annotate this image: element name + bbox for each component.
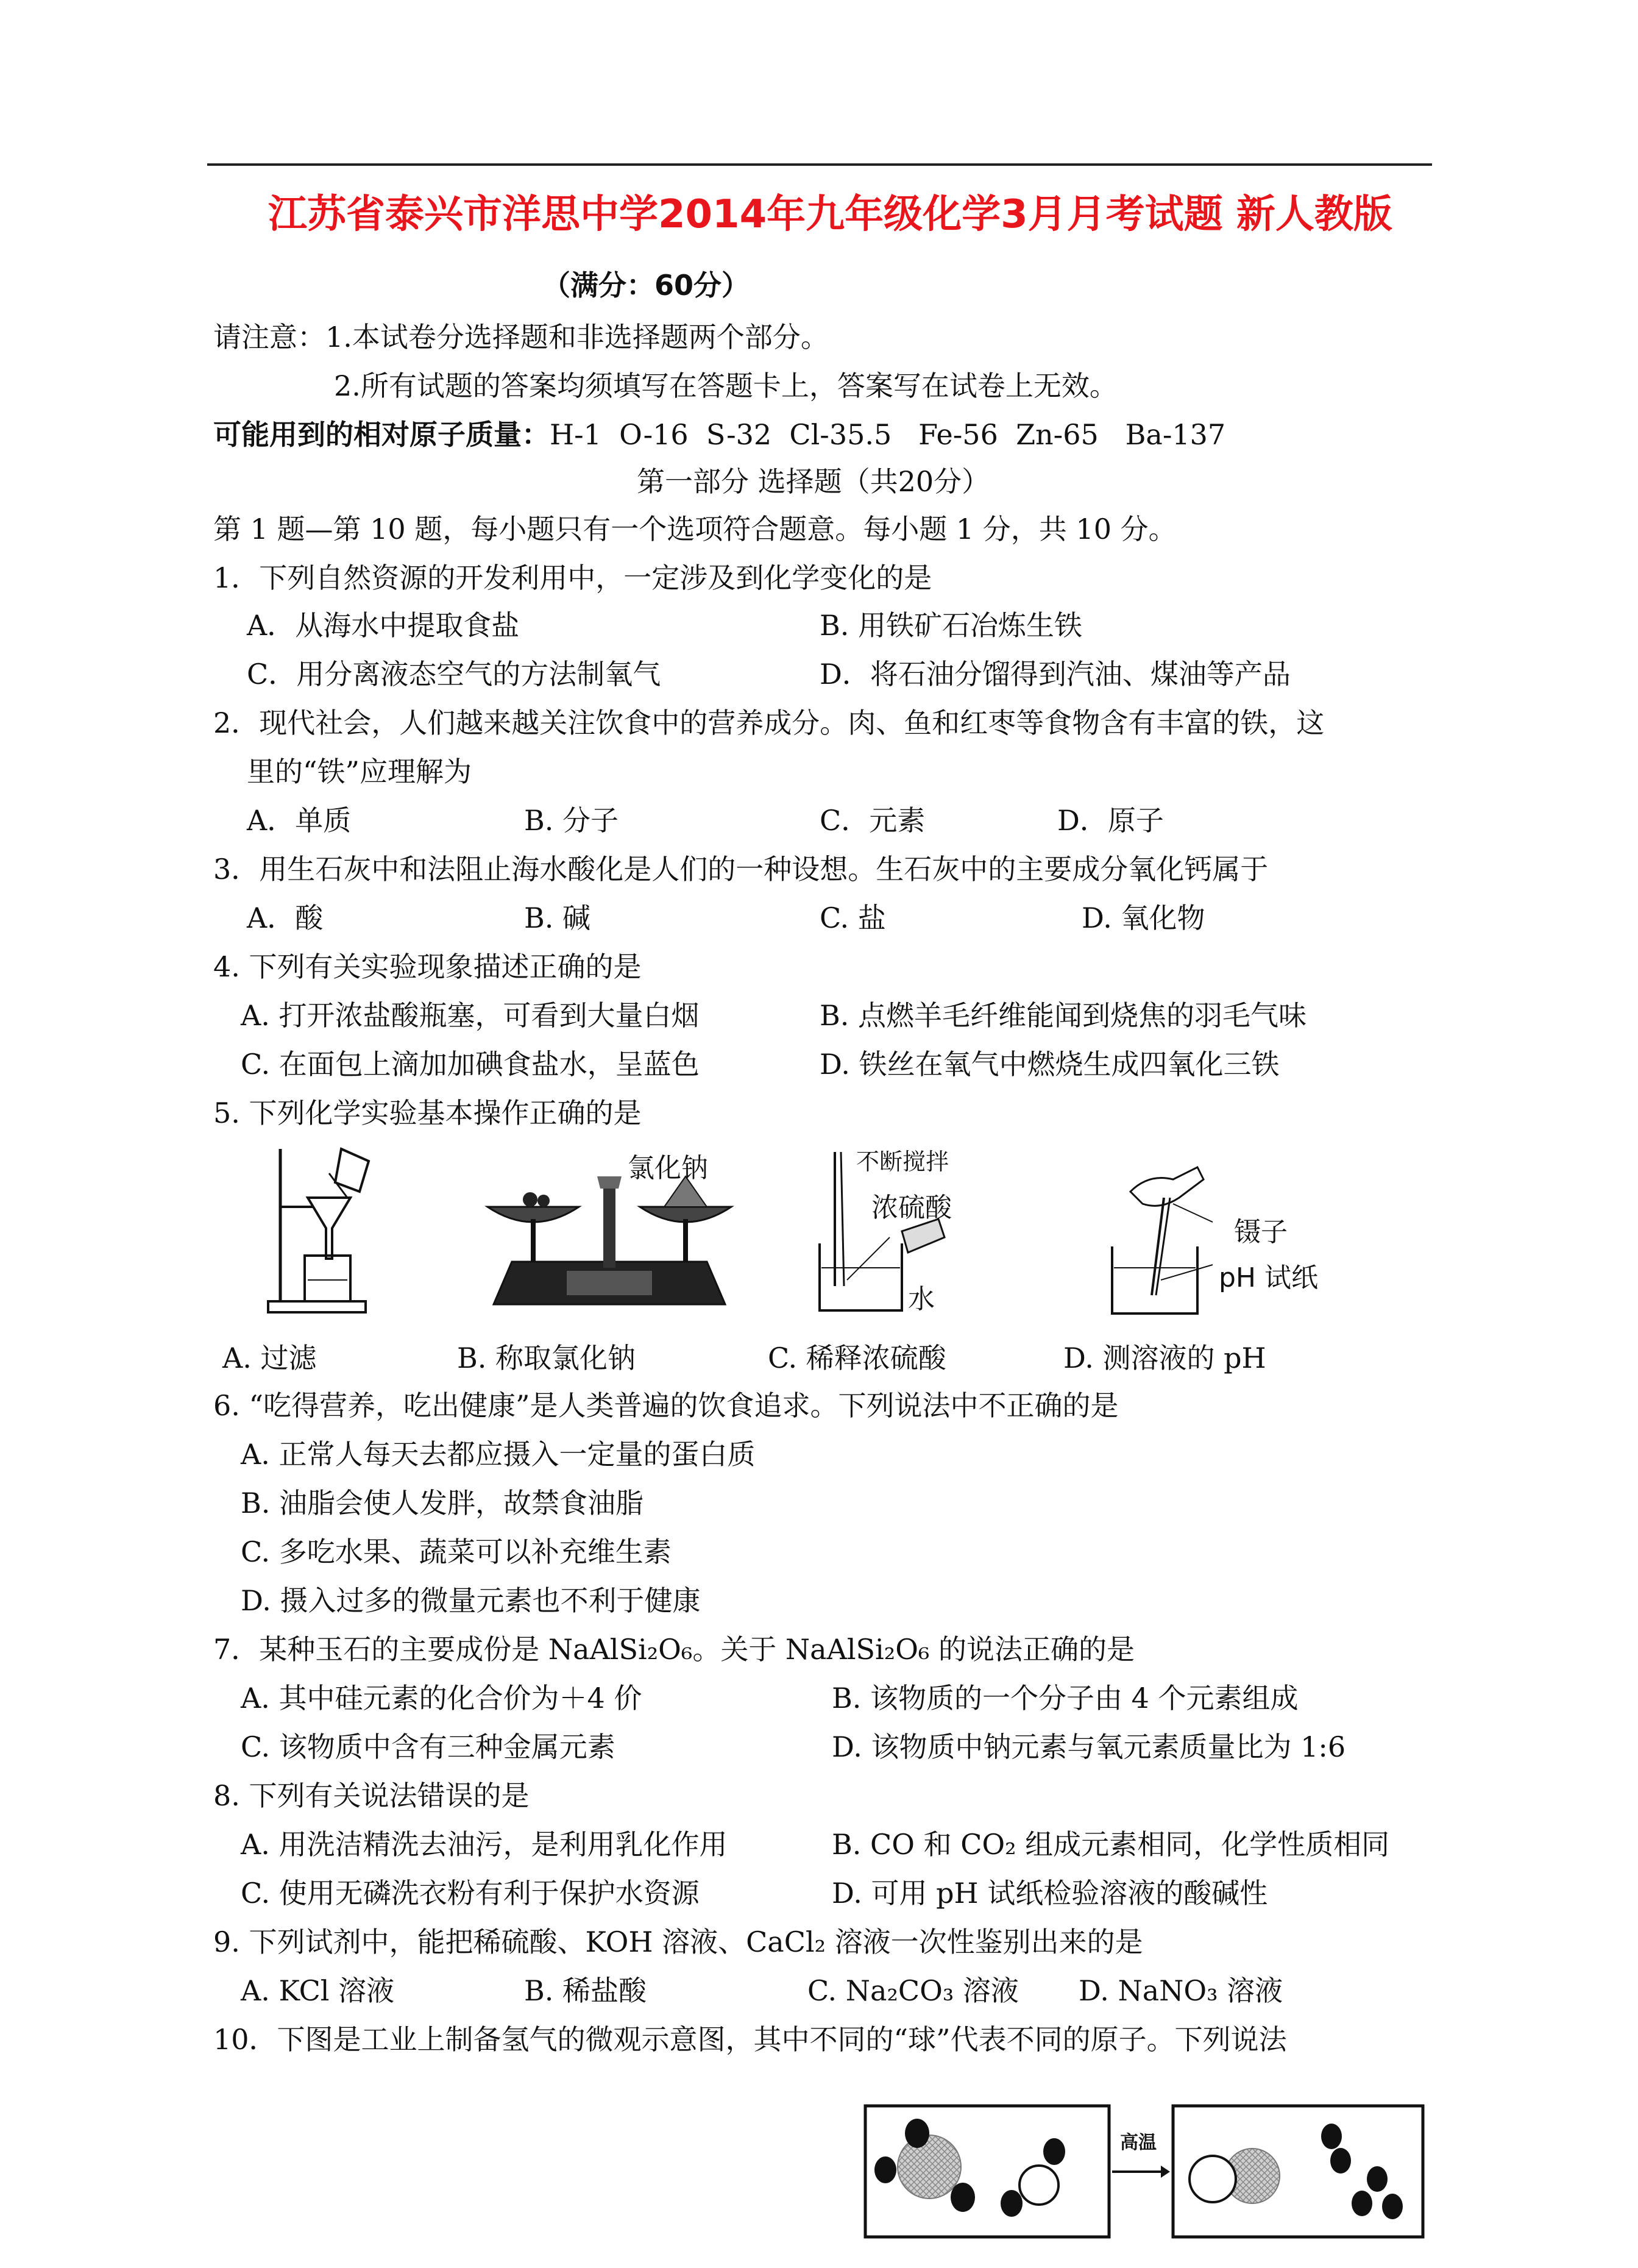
label-ph-paper: pH 试纸 <box>1219 1262 1319 1293</box>
filtration-figure <box>256 1137 378 1320</box>
score-note: （满分：60分） <box>542 269 750 302</box>
section-instructions: 第 1 题—第 10 题，每小题只有一个选项符合题意。每小题 1 分，共 10 分。 <box>213 513 1177 546</box>
question-1-stem: 1．下列自然资源的开发利用中，一定涉及到化学变化的是 <box>213 561 932 594</box>
question-5-option-c: C. 稀释浓硫酸 <box>768 1342 946 1374</box>
question-2-option-a: A．单质 <box>247 804 352 837</box>
question-6-option-a: A. 正常人每天去都应摄入一定量的蛋白质 <box>241 1438 756 1471</box>
question-2-option-b: B. 分子 <box>524 804 619 837</box>
question-8-stem: 8. 下列有关说法错误的是 <box>213 1779 530 1812</box>
top-rule <box>207 163 1432 166</box>
question-10-stem: 10．下图是工业上制备氢气的微观示意图，其中不同的“球”代表不同的原子。下列说法 <box>213 2023 1287 2056</box>
question-3-option-d: D. 氧化物 <box>1082 901 1205 934</box>
label-water: 水 <box>908 1284 935 1315</box>
question-2-stem-line-1: 2．现代社会，人们越来越关注饮食中的营养成分。肉、鱼和红枣等食物含有丰富的铁，这 <box>213 706 1325 739</box>
question-7-option-d: D. 该物质中钠元素与氧元素质量比为 1:6 <box>832 1730 1346 1763</box>
question-5-option-a: A. 过滤 <box>222 1342 317 1374</box>
question-8-option-c: C. 使用无磷洗衣粉有利于保护水资源 <box>241 1877 700 1910</box>
question-7-option-c: C. 该物质中含有三种金属元素 <box>241 1730 615 1763</box>
label-sodium-chloride: 氯化钠 <box>628 1153 708 1184</box>
arrow-label-high-temperature: 高温 <box>1120 2132 1157 2153</box>
question-9-option-c: C. Na₂CO₃ 溶液 <box>807 1974 1019 2007</box>
question-1-option-d: D．将石油分馏得到汽油、煤油等产品 <box>820 658 1291 691</box>
atomic-mass-line <box>213 418 1226 451</box>
notice-line-2: 2.所有试题的答案均须填写在答题卡上，答案写在试卷上无效。 <box>334 369 1118 402</box>
question-4-option-c: C. 在面包上滴加加碘食盐水，呈蓝色 <box>241 1048 700 1081</box>
question-5-stem: 5. 下列化学实验基本操作正确的是 <box>213 1097 642 1129</box>
question-6-stem: 6. “吃得营养，吃出健康”是人类普遍的饮食追求。下列说法中不正确的是 <box>213 1389 1119 1422</box>
question-5-option-d: D. 测溶液的 pH <box>1063 1342 1266 1374</box>
question-2-stem-line-2: 里的“铁”应理解为 <box>247 755 472 788</box>
question-6-option-c: C. 多吃水果、蔬菜可以补充维生素 <box>241 1535 672 1568</box>
question-1-option-a: A．从海水中提取食盐 <box>247 609 520 642</box>
question-1-option-c: C．用分离液态空气的方法制氧气 <box>247 658 661 691</box>
question-8-option-a: A. 用洗洁精洗去油污，是利用乳化作用 <box>241 1828 728 1861</box>
section-heading: 第一部分 选择题（共20分） <box>637 465 990 498</box>
question-3-option-c: C. 盐 <box>820 901 886 934</box>
question-3-option-a: A．酸 <box>247 901 324 934</box>
question-9-option-d: D. NaNO₃ 溶液 <box>1079 1974 1283 2007</box>
question-6-option-b: B. 油脂会使人发胖，故禁食油脂 <box>241 1487 644 1520</box>
label-stir: 不断搅拌 <box>856 1148 949 1175</box>
notice-line-1: 请注意：1.本试卷分选择题和非选择题两个部分。 <box>213 321 829 354</box>
question-9-stem: 9. 下列试剂中，能把稀硫酸、KOH 溶液、CaCl₂ 溶液一次性鉴别出来的是 <box>213 1925 1143 1958</box>
question-4-option-b: B. 点燃羊毛纤维能闻到烧焦的羽毛气味 <box>820 999 1307 1032</box>
question-1-option-b: B. 用铁矿石冶炼生铁 <box>820 609 1083 642</box>
atomic-mass-values: H-1 O-16 S-32 Cl-35.5 Fe-56 Zn-65 Ba-137 <box>550 418 1226 451</box>
question-4-option-a: A. 打开浓盐酸瓶塞，可看到大量白烟 <box>241 999 700 1032</box>
question-8-option-d: D. 可用 pH 试纸检验溶液的酸碱性 <box>832 1877 1268 1910</box>
question-5-option-b: B. 称取氯化钠 <box>457 1342 636 1374</box>
question-4-stem: 4. 下列有关实验现象描述正确的是 <box>213 950 642 983</box>
question-2-option-d: D．原子 <box>1057 804 1164 837</box>
question-3-stem: 3．用生石灰中和法阻止海水酸化是人们的一种设想。生石灰中的主要成分氧化钙属于 <box>213 853 1269 886</box>
question-9-option-a: A. KCl 溶液 <box>241 1974 395 2007</box>
hydrogen-reaction-figure <box>856 2100 1435 2246</box>
question-3-option-b: B. 碱 <box>524 901 591 934</box>
question-4-option-d: D. 铁丝在氧气中燃烧生成四氧化三铁 <box>820 1048 1280 1081</box>
question-6-option-d: D. 摄入过多的微量元素也不利于健康 <box>241 1584 701 1617</box>
question-8-option-b: B. CO 和 CO₂ 组成元素相同，化学性质相同 <box>832 1828 1390 1861</box>
label-concentrated-acid: 浓硫酸 <box>871 1192 952 1223</box>
question-9-option-b: B. 稀盐酸 <box>524 1974 647 2007</box>
label-tweezers: 镊子 <box>1234 1217 1288 1248</box>
question-2-option-c: C．元素 <box>820 804 926 837</box>
atomic-mass-label: 可能用到的相对原子质量： <box>213 418 550 451</box>
page-title: 江苏省泰兴市洋思中学2014年九年级化学3月月考试题 新人教版 <box>268 192 1392 237</box>
question-7-stem: 7．某种玉石的主要成份是 NaAlSi₂O₆。关于 NaAlSi₂O₆ 的说法正确的是 <box>213 1633 1135 1666</box>
ph-test-figure <box>1106 1155 1246 1320</box>
question-7-option-a: A. 其中硅元素的化合价为＋4 价 <box>241 1682 642 1715</box>
question-7-option-b: B. 该物质的一个分子由 4 个元素组成 <box>832 1682 1299 1715</box>
